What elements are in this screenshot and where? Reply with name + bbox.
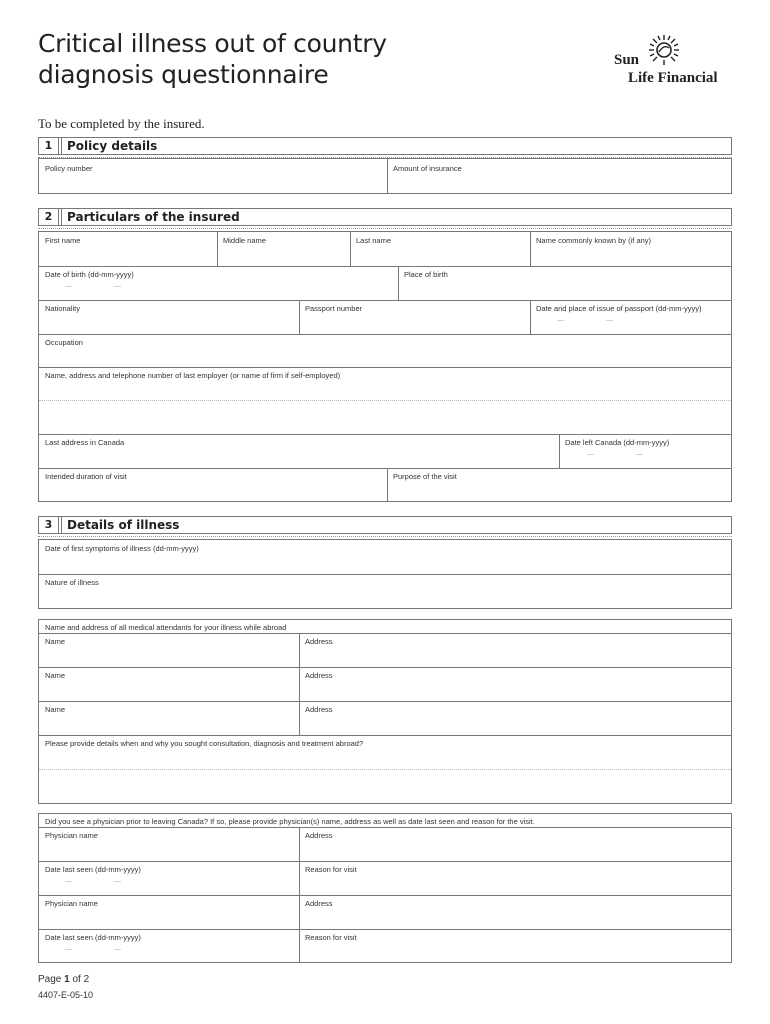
policy-number-field[interactable]: Policy number <box>45 164 93 173</box>
date-last-seen-field[interactable]: Date last seen (dd-mm-yyyy) <box>45 933 141 942</box>
page-title <box>38 28 458 90</box>
divider <box>299 300 300 334</box>
last-employer-field[interactable]: Name, address and telephone number of last employer (or name of firm if self-employed) <box>45 371 341 380</box>
sun-icon <box>648 34 680 66</box>
attendant-name-field[interactable]: Name <box>45 637 66 646</box>
date-separators: — — <box>65 283 141 290</box>
title-line-1: Critical illness out of country <box>38 29 387 58</box>
intro-text: To be completed by the insured. <box>38 116 205 131</box>
policy-details-box <box>38 158 732 194</box>
row-rule <box>39 300 731 301</box>
row-rule <box>39 667 731 668</box>
section-title: Details of illness <box>67 518 180 532</box>
section-divider <box>61 138 63 154</box>
attendant-address-field[interactable]: Address <box>305 637 333 646</box>
passport-issue-field[interactable]: Date and place of issue of passport (dd-mm-yyyy) <box>536 304 702 313</box>
treatment-details-field[interactable]: Please provide details when and why you sought consultation, diagnosis and treatment abroad? <box>45 739 364 748</box>
attendant-address-field[interactable]: Address <box>305 671 333 680</box>
physician-header: Did you see a physician prior to leaving Canada? If so, please provide physician(s) name, address as well as date last seen and reason for the visit. <box>45 817 535 826</box>
row-rule <box>39 367 731 368</box>
logo-text-sun: Sun <box>614 52 640 68</box>
physician-name-field[interactable]: Physician name <box>45 831 98 840</box>
page-prefix: Page <box>38 974 65 985</box>
row-rule <box>39 735 731 736</box>
nationality-field[interactable]: Nationality <box>45 304 81 313</box>
attendant-name-field[interactable]: Name <box>45 671 66 680</box>
last-name-field[interactable]: Last name <box>356 236 392 245</box>
section-rule <box>38 536 732 537</box>
medical-attendants-box <box>38 619 732 804</box>
divider <box>350 232 351 266</box>
first-name-field[interactable]: First name <box>45 236 81 245</box>
first-symptoms-field[interactable]: Date of first symptoms of illness (dd-mm-yyyy) <box>45 544 199 553</box>
middle-name-field[interactable]: Middle name <box>223 236 266 245</box>
row-rule <box>39 861 731 862</box>
writing-line <box>39 769 731 770</box>
reason-for-visit-field[interactable]: Reason for visit <box>305 865 357 874</box>
date-last-seen-field[interactable]: Date last seen (dd-mm-yyyy) <box>45 865 141 874</box>
visit-purpose-field[interactable]: Purpose of the visit <box>393 472 457 481</box>
title-line-2: diagnosis questionnaire <box>38 60 329 89</box>
page-indicator <box>38 974 89 985</box>
attendant-address-field[interactable]: Address <box>305 705 333 714</box>
row-rule <box>39 574 731 575</box>
divider <box>387 159 388 193</box>
reason-for-visit-field[interactable]: Reason for visit <box>305 933 357 942</box>
attendants-header: Name and address of all medical attendants for your illness while abroad <box>45 623 287 632</box>
nature-of-illness-field[interactable]: Nature of illness <box>45 578 99 587</box>
section-header-illness <box>38 516 732 534</box>
section-header-insured <box>38 208 732 226</box>
page-suffix: of 2 <box>69 974 90 985</box>
visit-duration-field[interactable]: Intended duration of visit <box>45 472 127 481</box>
divider <box>398 266 399 300</box>
section-divider <box>61 209 63 225</box>
section-title: Policy details <box>67 139 158 153</box>
known-by-field[interactable]: Name commonly known by (if any) <box>536 236 652 245</box>
section-number: 1 <box>39 138 59 154</box>
divider <box>559 434 560 468</box>
amount-of-insurance-field[interactable]: Amount of insurance <box>393 164 462 173</box>
passport-number-field[interactable]: Passport number <box>305 304 363 313</box>
section-number: 2 <box>39 209 59 225</box>
section-number: 3 <box>39 517 59 533</box>
date-of-birth-field[interactable]: Date of birth (dd-mm-yyyy) <box>45 270 134 279</box>
divider <box>299 633 300 735</box>
row-rule <box>39 701 731 702</box>
date-separators: — — <box>587 451 663 458</box>
physician-address-field[interactable]: Address <box>305 831 333 840</box>
date-separators: — — <box>557 317 633 324</box>
last-address-field[interactable]: Last address in Canada <box>45 438 125 447</box>
physician-name-field[interactable]: Physician name <box>45 899 98 908</box>
row-rule <box>39 434 731 435</box>
row-rule <box>39 633 731 634</box>
section-rule <box>38 228 732 229</box>
place-of-birth-field[interactable]: Place of birth <box>404 270 448 279</box>
divider <box>217 232 218 266</box>
date-separators: — — <box>65 946 141 953</box>
date-separators: — — <box>65 878 141 885</box>
row-rule <box>39 827 731 828</box>
row-rule <box>39 929 731 930</box>
section-title: Particulars of the insured <box>67 210 240 224</box>
form-code: 4407-E-05-10 <box>38 990 94 1000</box>
row-rule <box>39 895 731 896</box>
logo-text-life-financial: Life Financial <box>628 70 718 86</box>
divider <box>387 468 388 501</box>
section-header-policy <box>38 137 732 155</box>
date-left-canada-field[interactable]: Date left Canada (dd-mm-yyyy) <box>565 438 670 447</box>
row-rule <box>39 468 731 469</box>
insured-particulars-box <box>38 231 732 502</box>
section-divider <box>61 517 63 533</box>
page-number: 1 <box>64 974 70 985</box>
occupation-field[interactable]: Occupation <box>45 338 83 347</box>
writing-line <box>39 400 731 401</box>
illness-box <box>38 539 732 609</box>
attendant-name-field[interactable]: Name <box>45 705 66 714</box>
physician-address-field[interactable]: Address <box>305 899 333 908</box>
divider <box>530 300 531 334</box>
divider <box>530 232 531 266</box>
row-rule <box>39 334 731 335</box>
physician-box <box>38 813 732 963</box>
row-rule <box>39 266 731 267</box>
sun-life-logo <box>612 34 736 90</box>
